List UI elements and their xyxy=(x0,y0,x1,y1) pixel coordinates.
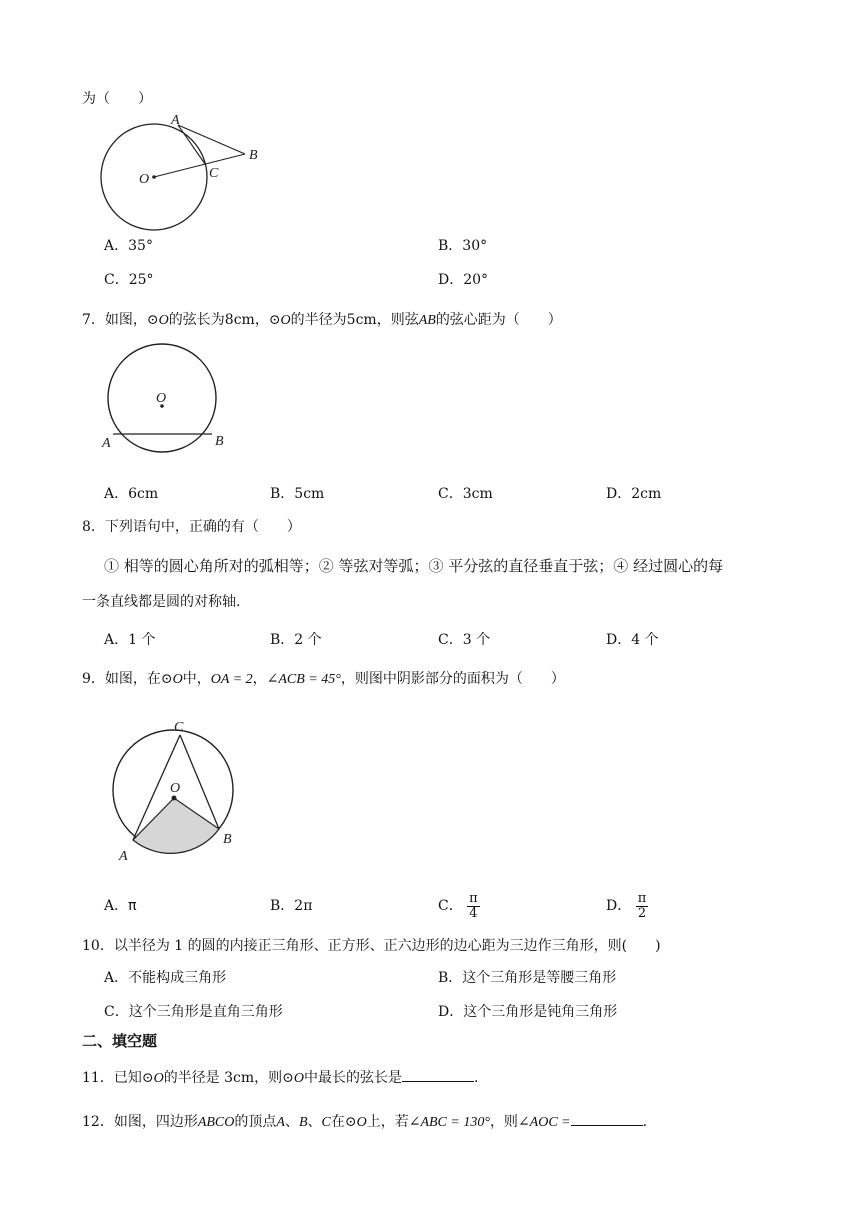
q10-stem: 10．以半径为 1 的圆的内接正三角形、正方形、正六边形的边心距为三边作三角形，则( ) xyxy=(82,938,661,954)
q6-option-b[interactable]: B．30° xyxy=(438,238,488,254)
q8-option-b[interactable]: B．2 个 xyxy=(270,632,322,648)
q6-option-a[interactable]: A．35° xyxy=(104,238,153,254)
q8-stem: 8．下列语句中，正确的有（ ） xyxy=(82,519,301,535)
q9-label-b: B xyxy=(223,832,232,847)
q7-option-a[interactable]: A．6cm xyxy=(104,486,159,502)
q9-label-o: O xyxy=(170,781,181,796)
q6-label-c: C xyxy=(209,166,219,181)
q6-stem-tail: 为（ ） xyxy=(82,91,152,107)
q11-stem: 11．已知⊙O的半径是 3cm，则⊙O中最长的弦长是 . xyxy=(82,1067,478,1088)
q10-option-b[interactable]: B．这个三角形是等腰三角形 xyxy=(438,970,617,986)
q6-label-a: A xyxy=(171,114,180,128)
q7-option-c[interactable]: C．3cm xyxy=(438,486,493,502)
q6-label-o: O xyxy=(139,172,150,187)
q6-label-b: B xyxy=(249,148,258,163)
q12-stem: 12．如图，四边形ABCO的顶点A、B、C在⊙O上，若∠ABC = 130°，则∠AOC = . xyxy=(82,1111,647,1132)
q8-option-c[interactable]: C．3 个 xyxy=(438,632,491,648)
q9-option-b[interactable]: B．2π xyxy=(270,898,313,914)
q9-label-a: A xyxy=(119,849,128,864)
q8-option-d[interactable]: D．4 个 xyxy=(606,632,659,648)
q7-stem: 7．如图，⊙O的弦长为8cm，⊙O的半径为5cm，则弦AB的弦心距为（ ） xyxy=(82,312,562,328)
q9-option-d[interactable]: D． $\frac{\pi}{2}$ xyxy=(606,890,647,921)
q7-figure xyxy=(98,326,238,466)
q7-option-d[interactable]: D．2cm xyxy=(606,486,662,502)
q7-option-b[interactable]: B．5cm xyxy=(270,486,325,502)
q11-answer-blank[interactable] xyxy=(402,1067,474,1082)
q6-option-c[interactable]: C．25° xyxy=(104,272,154,288)
section-title-fill-in: 二、填空题 xyxy=(82,1032,158,1050)
q9-label-c: C xyxy=(174,720,184,735)
q10-option-c[interactable]: C．这个三角形是直角三角形 xyxy=(104,1004,283,1020)
q8-option-a[interactable]: A．1 个 xyxy=(104,632,156,648)
q12-answer-blank[interactable] xyxy=(571,1111,643,1126)
q10-option-a[interactable]: A．不能构成三角形 xyxy=(104,970,227,986)
q7-label-a: A xyxy=(102,436,111,451)
q9-stem: 9．如图，在⊙O中，OA = 2，∠ACB = 45°，则图中阴影部分的面积为（ ） xyxy=(82,671,565,687)
q8-statement-line1: ① 相等的圆心角所对的弧相等；② 等弦对等弧；③ 平分弦的直径垂直于弦；④ 经过圆心的每 xyxy=(104,557,724,575)
q9-option-c[interactable]: C． $\frac{\pi}{4}$ xyxy=(438,890,478,921)
q9-option-a[interactable]: A．π xyxy=(104,898,137,914)
q7-label-o: O xyxy=(156,391,167,406)
q9-figure xyxy=(104,716,254,866)
q10-option-d[interactable]: D．这个三角形是钝角三角形 xyxy=(438,1004,618,1020)
q6-figure xyxy=(92,114,272,234)
q7-label-b: B xyxy=(215,434,224,449)
q8-statement-line2: 一条直线都是圆的对称轴. xyxy=(82,594,241,610)
q6-option-d[interactable]: D．20° xyxy=(438,272,489,288)
